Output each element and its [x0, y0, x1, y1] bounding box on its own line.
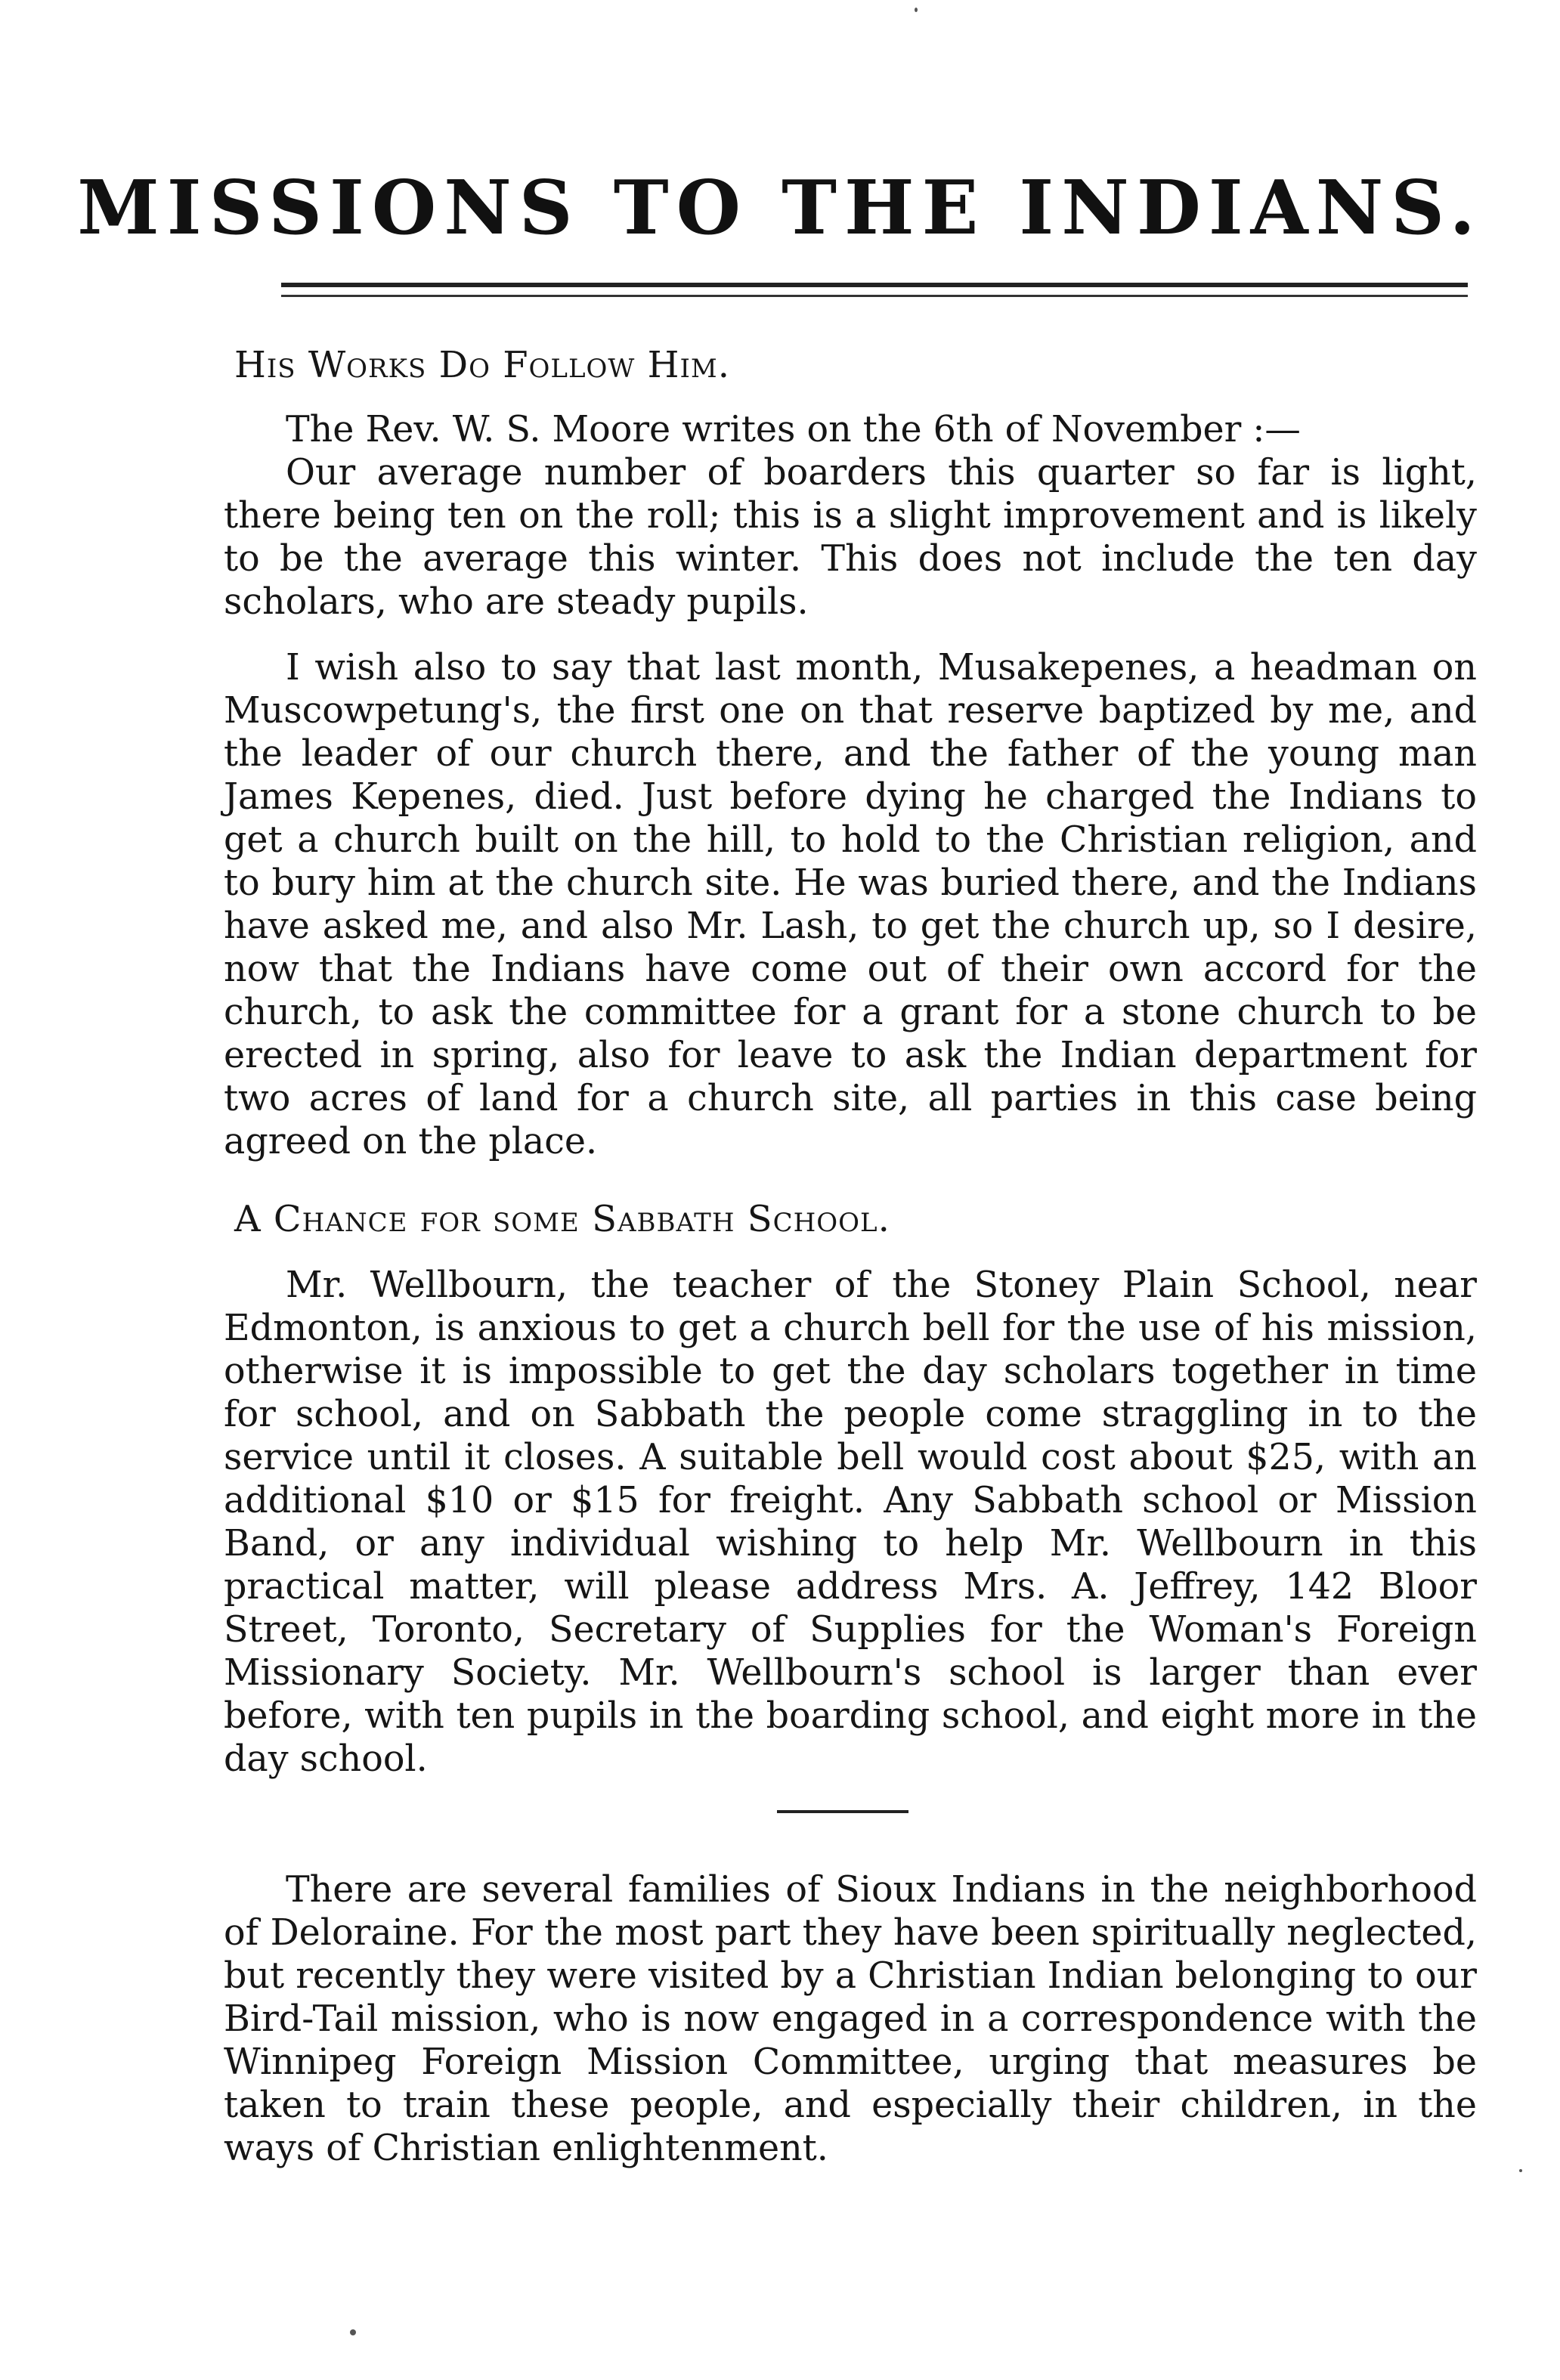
paragraph-musakepenes: I wish also to say that last month, Musakepenes, a headman on Muscowpetung's, the first one on that reserve baptized by me, and the leader of our church there, and the father of the young man James Kepenes, died. Just before dying he charged the Indians to get a church built on the hill, to hold to the Christian religion, and to bury him at the church site. He was buried there, and the Indians have asked me, and also Mr. Lash, to get the church up, so I desire, now that the Indians have come out of their own accord for the church, to ask the committee for a grant for a stone church to be erected in spring, also for leave to ask the Indian department for two acres of land for a church site, all parties in this case being agreed on the place. [224, 647, 1477, 1162]
title-rule-thin [281, 295, 1468, 297]
paragraph-sioux: There are several families of Sioux Indians in the neighborhood of Deloraine. For the most part they have been spiritually neglected, but recently they were visited by a Christian Indian belonging to our Bird-Tail mission, who is now engaged in a correspondence with the Winnipeg Foreign Mission Committee, urging that measures be taken to train these people, and especially their children, in the ways of Christian enlightenment. [224, 1869, 1477, 2169]
scan-speck [1519, 2169, 1522, 2172]
section-heading-his-works: His Works Do Follow Him. [234, 344, 730, 386]
section-divider [777, 1810, 908, 1813]
page-title: MISSIONS TO THE INDIANS. [77, 165, 1483, 252]
scan-speck [915, 8, 918, 12]
paragraph-boarders: Our average number of boarders this quarter so far is light, there being ten on the roll; this is a slight improvement and is likely to be the average this winter. This does not include the ten day scholars, who are steady pupils. [224, 452, 1477, 623]
paragraph-wellbourn: Mr. Wellbourn, the teacher of the Stoney Plain School, near Edmonton, is anxious to get a church bell for the use of his mission, otherwise it is impossible to get the day scholars together in time for school, and on Sabbath the people come straggling in to the service until it closes. A suitable bell would cost about $25, with an additional $10 or $15 for freight. Any Sabbath school or Mission Band, or any individual wishing to help Mr. Wellbourn in this practical matter, will please address Mrs. A. Jeffrey, 142 Bloor Street, Toronto, Secretary of Supplies for the Woman's Foreign Missionary Society. Mr. Wellbourn's school is larger than ever before, with ten pupils in the boarding school, and eight more in the day school. [224, 1264, 1477, 1780]
scan-speck [350, 2329, 356, 2335]
paragraph-moore-intro: The Rev. W. S. Moore writes on the 6th of November :— [286, 409, 1301, 450]
section-heading-sabbath-school: A Chance for some Sabbath School. [234, 1198, 890, 1240]
title-rule-thick [281, 283, 1468, 287]
